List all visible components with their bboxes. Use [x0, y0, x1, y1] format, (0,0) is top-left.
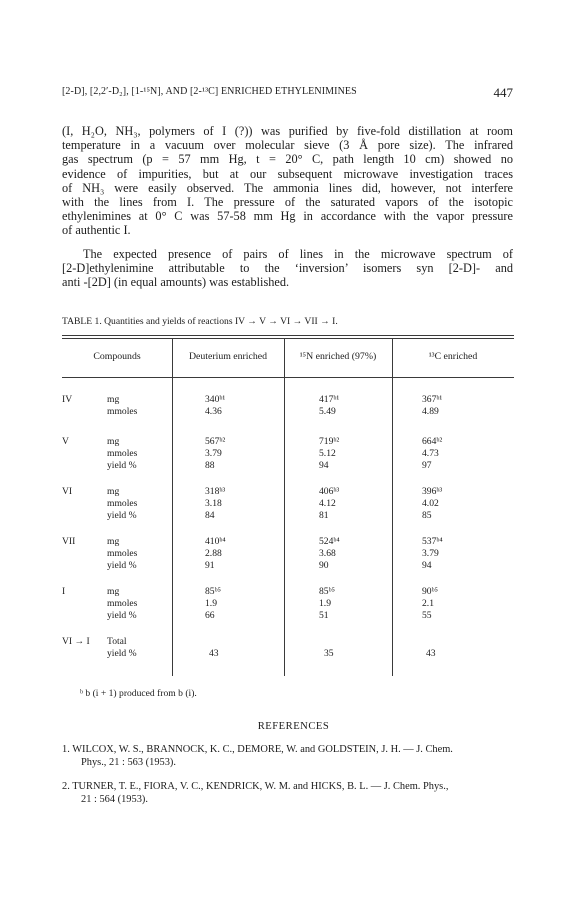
value: 5.12	[319, 448, 336, 459]
unit-label: mg	[107, 586, 120, 597]
value: 2.1	[422, 598, 434, 609]
c13-values	[422, 486, 442, 522]
text-line: The expected presence of pairs of lines in the microwave spectrum of	[83, 247, 513, 261]
value: 84	[205, 510, 215, 521]
n15-values	[319, 536, 340, 572]
deuterium-values	[205, 394, 225, 418]
unit-cell	[107, 486, 137, 522]
table-caption: TABLE 1. Quantities and yields of reactions IV → V → VI → VII → I.	[62, 316, 338, 327]
reference-item	[62, 744, 513, 769]
deuterium-values	[205, 436, 225, 472]
unit-cell	[107, 436, 137, 472]
text-line: with the lines from I. The pressure of the saturated vapors of the isotopic	[62, 195, 513, 210]
unit-label: yield %	[107, 560, 137, 571]
running-title: [2-D], [2,2′-D₂], [1-¹⁵N], AND [2-¹³C] ENRICHED ETHYLENIMINES	[62, 86, 357, 97]
table-top-rule	[62, 335, 514, 336]
value: 94	[422, 560, 432, 571]
reference-line: 1. WILCOX, W. S., BRANNOCK, K. C., DEMORE, W. and GOLDSTEIN, J. H. — J. Chem.	[62, 744, 453, 755]
value: 1.9	[319, 598, 331, 609]
unit-label: mmoles	[107, 448, 138, 459]
unit-label: yield %	[107, 610, 137, 621]
value: 537ᵇ⁴	[422, 536, 443, 547]
column-header-n15: ¹⁵N enriched (97%)	[299, 351, 377, 362]
reference-line: 21 : 564 (1953).	[81, 793, 148, 805]
c13-values	[422, 536, 443, 572]
c13-values	[422, 436, 442, 472]
unit-label: Total	[107, 636, 127, 647]
value: 88	[205, 460, 215, 471]
value: 4.12	[319, 498, 336, 509]
total-yield-n15: 35	[324, 648, 334, 659]
n15-values	[319, 486, 339, 522]
text-line: temperature in a vacuum over molecular sieve (3 Å pore size). The infrared	[62, 138, 513, 153]
total-yield-deuterium: 43	[209, 648, 219, 659]
value: 318ᵇ³	[205, 486, 226, 497]
value: 4.02	[422, 498, 439, 509]
unit-label: mg	[107, 436, 120, 447]
column-divider	[172, 339, 173, 676]
text-line: [2-D]ethylenimine attributable to the ‘inversion’ isomers syn [2-D]- and	[62, 261, 513, 276]
value: 66	[205, 610, 215, 621]
value: 417ᵇ¹	[319, 394, 340, 405]
value: 97	[422, 460, 432, 471]
column-header-compounds: Compounds	[93, 351, 141, 362]
unit-label: mmoles	[107, 548, 138, 559]
compound-label: IV	[62, 394, 73, 405]
value: 85ᵇ⁵	[205, 586, 221, 597]
c13-values	[422, 586, 438, 622]
deuterium-values	[205, 486, 225, 522]
value: 90ᵇ⁵	[422, 586, 438, 597]
value: 91	[205, 560, 215, 571]
value: 2.88	[205, 548, 222, 559]
compound-label: VII	[62, 536, 76, 547]
value: 3.79	[205, 448, 222, 459]
reference-line: Phys., 21 : 563 (1953).	[81, 756, 176, 768]
value: 664ᵇ²	[422, 436, 443, 447]
text-line: anti -[2D] (in equal amounts) was established.	[62, 275, 290, 290]
column-divider	[392, 339, 393, 676]
value: 3.68	[319, 548, 336, 559]
compound-label: I	[62, 586, 66, 597]
value: 3.79	[422, 548, 439, 559]
n15-values	[319, 394, 339, 418]
value: 81	[319, 510, 329, 521]
unit-label: yield %	[107, 648, 137, 659]
unit-label: yield %	[107, 460, 137, 471]
unit-label: mmoles	[107, 598, 138, 609]
value: 367ᵇ¹	[422, 394, 443, 405]
value: 94	[319, 460, 329, 471]
text-line: gas spectrum (p = 57 mm Hg, t = 20° C, path length 10 cm) showed no	[62, 152, 513, 167]
value: 3.18	[205, 498, 222, 509]
unit-cell	[107, 536, 137, 572]
value: 5.49	[319, 406, 336, 417]
n15-values	[319, 586, 335, 622]
unit-cell	[107, 586, 137, 622]
unit-label: yield %	[107, 510, 137, 521]
reference-line: 2. TURNER, T. E., FIORA, V. C., KENDRICK, W. M. and HICKS, B. L. — J. Chem. Phys.,	[62, 781, 449, 792]
unit-cell	[107, 394, 137, 418]
value: 567ᵇ²	[205, 436, 226, 447]
value: 410ᵇ⁴	[205, 536, 226, 547]
value: 1.9	[205, 598, 217, 609]
value: 4.89	[422, 406, 439, 417]
value: 51	[319, 610, 329, 621]
column-divider	[284, 339, 285, 676]
references-heading: REFERENCES	[257, 721, 330, 732]
total-yield-c13: 43	[426, 648, 436, 659]
column-header-c13: ¹³C enriched	[428, 351, 478, 362]
page-header	[62, 86, 513, 104]
c13-values	[422, 394, 442, 418]
value: 524ᵇ⁴	[319, 536, 340, 547]
text-line: evidence of impurities, but at our subsequent microwave investigation traces	[62, 166, 513, 181]
value: 406ᵇ³	[319, 486, 340, 497]
compound-label: VI	[62, 486, 73, 497]
deuterium-values	[205, 536, 226, 572]
text-line: of NH₃ were easily observed. The ammonia lines did, however, not interfere	[62, 180, 513, 195]
value: 90	[319, 560, 329, 571]
value: 4.73	[422, 448, 439, 459]
compound-label: V	[62, 436, 69, 447]
table-top-rule-double	[62, 338, 514, 339]
value: 85ᵇ⁵	[319, 586, 335, 597]
column-header-deuterium: Deuterium enriched	[188, 351, 268, 362]
n15-values	[319, 436, 339, 472]
table-header-rule	[62, 377, 514, 378]
unit-label: mmoles	[107, 406, 138, 417]
paragraph-2	[62, 247, 513, 290]
value: 4.36	[205, 406, 222, 417]
text-line: ethylenimines at 0° C was 57-58 mm Hg in accordance with the vapor pressure	[62, 209, 513, 224]
unit-label: mg	[107, 536, 120, 547]
text-line: (I, H₂O, NH₃, polymers of I (?)) was purified by five-fold distillation at room	[62, 124, 513, 138]
deuterium-values	[205, 586, 221, 622]
table-footnote: ᵇ b (i + 1) produced from b (i).	[80, 688, 197, 699]
reference-item	[62, 781, 513, 806]
yields-table	[62, 335, 514, 680]
value: 340ᵇ¹	[205, 394, 226, 405]
paragraph-1	[62, 124, 513, 238]
page-number: 447	[493, 85, 513, 100]
unit-cell	[107, 636, 137, 660]
value: 396ᵇ³	[422, 486, 443, 497]
compound-label: VI → I	[62, 636, 90, 647]
unit-label: mg	[107, 486, 120, 497]
value: 719ᵇ²	[319, 436, 340, 447]
text-line: of authentic I.	[62, 223, 131, 238]
unit-label: mg	[107, 394, 120, 405]
value: 85	[422, 510, 432, 521]
value: 55	[422, 610, 432, 621]
unit-label: mmoles	[107, 498, 138, 509]
